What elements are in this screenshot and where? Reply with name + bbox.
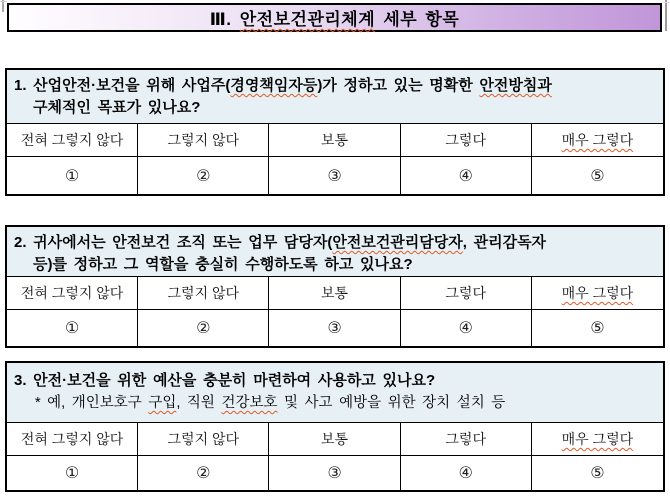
answer-option-cell[interactable]: ① [7, 456, 138, 490]
scale-label: 보통 [320, 285, 349, 301]
scale-label-cell [401, 423, 532, 455]
text-segment: 등)를 정하고 그 역할을 충실히 수행하도록 하고 있나요? [33, 256, 413, 273]
scale-label-cell [532, 423, 663, 455]
misspelled-text: 구입 [148, 395, 177, 411]
answer-option-cell[interactable]: ① [7, 310, 138, 346]
scale-label-cell [269, 124, 400, 156]
answer-option-cell[interactable]: ⑤ [590, 167, 605, 185]
scale-label: 전혀 그렇지 않다 [20, 285, 124, 301]
answer-option-cell[interactable]: ④ [401, 157, 532, 194]
question-text-line [14, 232, 655, 254]
scale-label: 전혀 그렇지 않다 [20, 132, 124, 148]
question-block-1 [5, 68, 665, 196]
page-title [210, 5, 460, 30]
scale-label-cell [7, 277, 138, 309]
answer-option-cell[interactable]: ④ [401, 310, 532, 346]
screen-artifact-line [663, 2, 670, 3]
scale-labels-row [7, 277, 663, 310]
question-header [7, 227, 663, 277]
text-segment: * 예, 개인보호구 [35, 395, 149, 411]
scale-label: 매우 그렇다 [561, 132, 634, 148]
question-text-line [14, 75, 655, 97]
text-segment: )가 정하고 있는 명확한 [317, 77, 480, 94]
scale-numbers-row [7, 456, 663, 490]
question-text-line [14, 254, 655, 276]
question-block-3 [5, 361, 665, 492]
scale-label-cell [532, 277, 663, 309]
question-header [7, 363, 663, 423]
scale-label-cell [138, 277, 269, 309]
scale-label: 그렇다 [445, 431, 486, 447]
scale-label-cell [532, 124, 663, 156]
misspelled-text: 건강보호 [221, 395, 278, 411]
scale-label: 매우 그렇다 [561, 285, 634, 301]
scale-label: 전혀 그렇지 않다 [20, 431, 124, 447]
scale-label-cell [401, 124, 532, 156]
scale-label: 그렇지 않다 [167, 132, 240, 148]
answer-option-cell[interactable]: ③ [269, 310, 400, 346]
scale-label: 보통 [320, 431, 349, 447]
scale-label-cell [138, 423, 269, 455]
text-segment: 3. 안전·보건을 위한 예산을 충분히 마련하여 사용하고 있나요? [14, 372, 436, 389]
text-segment: Ⅲ. [209, 10, 240, 29]
answer-option-cell[interactable]: ⑤ [590, 465, 605, 482]
scale-label: 보통 [320, 132, 349, 148]
screen-artifact-line [0, 1, 7, 2]
question-header [7, 70, 663, 124]
answer-option-cell[interactable]: ② [138, 310, 269, 346]
scale-label-cell [401, 277, 532, 309]
answer-option-cell[interactable]: ③ [269, 157, 400, 194]
text-segment: 구체적인 목표가 있나요? [33, 99, 201, 116]
answer-option-cell[interactable]: ③ [269, 456, 400, 490]
misspelled-text: 경영책임자등 [230, 77, 318, 94]
text-segment: 및 사고 예방을 위한 장치 설치 등 [277, 395, 506, 411]
scale-labels-row [7, 423, 663, 456]
text-segment: , 관리감독자 [462, 234, 547, 251]
text-segment: , 직원 [176, 395, 222, 411]
answer-option-cell[interactable]: ② [138, 456, 269, 490]
scale-label: 그렇다 [445, 132, 486, 148]
text-segment: 세부 항목 [375, 10, 460, 29]
scale-label: 그렇다 [445, 285, 486, 301]
scale-label: 매우 그렇다 [561, 431, 634, 447]
text-segment: 1. 산업안전·보건을 위해 사업주( [14, 77, 231, 94]
question-example-note [14, 392, 655, 414]
answer-option-cell[interactable]: ④ [401, 456, 532, 490]
scale-label-cell [138, 124, 269, 156]
text-segment: 2. 귀사에서는 안전보건 조직 또는 업무 담당자( [14, 234, 333, 251]
scale-label-cell [7, 124, 138, 156]
scale-label-cell [7, 423, 138, 455]
misspelled-text: 안전보건관리체계 [239, 10, 376, 29]
scale-labels-row [7, 124, 663, 157]
scale-numbers-row [7, 157, 663, 194]
scale-label-cell [269, 423, 400, 455]
answer-option-cell[interactable]: ② [138, 157, 269, 194]
section-title-bar [7, 3, 662, 32]
scale-label-cell [269, 277, 400, 309]
misspelled-text: 안전방침과 [479, 77, 552, 94]
scale-label: 그렇지 않다 [167, 431, 240, 447]
answer-option-cell[interactable]: ⑤ [590, 320, 605, 337]
scale-numbers-row [7, 310, 663, 346]
question-block-2 [5, 225, 665, 348]
answer-option-cell[interactable]: ① [7, 157, 138, 194]
question-text-line [14, 97, 655, 119]
screen-artifact-line [665, 0, 667, 31]
misspelled-text: 안전보건관리담당자 [332, 234, 463, 251]
scale-label: 그렇지 않다 [167, 285, 240, 301]
question-text-line [14, 370, 655, 392]
